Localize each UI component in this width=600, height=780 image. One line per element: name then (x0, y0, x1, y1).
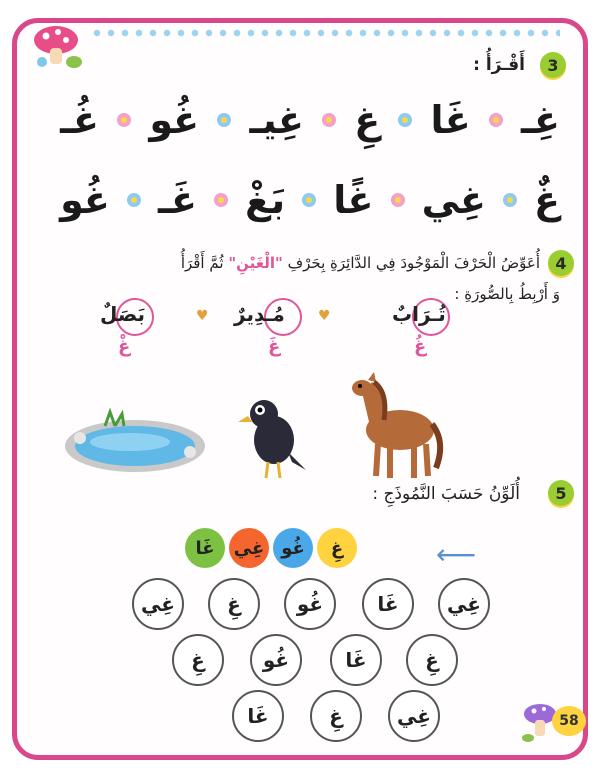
exercise-4-instruction-line2: وَ أَرْبِطُ بِالصُّورَةِ : (454, 285, 560, 303)
exercise-3-heading: أَقْـرَأُ : (473, 55, 525, 75)
word-text: تُـرَابٌ (392, 302, 446, 326)
model-circle-green: غَا (185, 528, 225, 568)
page-number: 58 (552, 706, 586, 736)
exercise-5-heading: أُلَوِّنُ حَسَبَ النَّمُوذَجِ : (372, 484, 520, 504)
syllable: غَـ (157, 178, 197, 222)
pond-image (60, 408, 210, 478)
coloring-circle[interactable]: غِ (406, 634, 458, 686)
dotted-border (90, 28, 560, 38)
syllable-row-2 (60, 178, 560, 222)
syllable: غُو (149, 98, 200, 142)
flower-icon (489, 113, 503, 127)
coloring-circle[interactable]: غُو (250, 634, 302, 686)
syllable: غِيـ (249, 98, 304, 142)
flower-icon (391, 193, 405, 207)
replacement-letter: غَ (268, 336, 281, 357)
replacement-letter: غُ (414, 336, 427, 357)
word-text: مُـدِيرٌ (234, 302, 285, 326)
model-circle-yellow: غِ (317, 528, 357, 568)
flower-icon (322, 113, 336, 127)
flower-icon (127, 193, 141, 207)
syllable: غُو (60, 178, 110, 222)
coloring-circle[interactable]: غِ (172, 634, 224, 686)
color-model (185, 528, 357, 568)
heart-icon: ♥ (196, 308, 209, 324)
coloring-circle[interactable]: غَا (232, 690, 284, 742)
syllable-row-1 (60, 98, 560, 142)
flower-icon (214, 193, 228, 207)
coloring-circle[interactable]: غِ (310, 690, 362, 742)
syllable: غٌ (534, 178, 560, 222)
word-basal (94, 298, 174, 368)
word-mudir (228, 298, 308, 368)
arrow-left-icon: ⟵ (436, 538, 477, 571)
coloring-circle[interactable]: غِي (388, 690, 440, 742)
coloring-circle[interactable]: غَا (362, 578, 414, 630)
syllable: بَغْ (244, 178, 286, 222)
exercise-4-badge: 4 (548, 250, 574, 276)
heart-icon: ♥ (318, 308, 331, 324)
syllable: غُـ (60, 98, 100, 142)
syllable: غِ (354, 98, 381, 142)
word-text: بَصَلٌ (100, 302, 146, 326)
model-circle-orange: غِي (229, 528, 269, 568)
syllable: غَا (430, 98, 471, 142)
flower-icon (302, 193, 316, 207)
flower-icon (117, 113, 131, 127)
exercise-5-badge: 5 (548, 480, 574, 506)
mushroom-icon (28, 20, 90, 72)
syllable: غِـ (521, 98, 560, 142)
exercise-3-badge: 3 (540, 52, 566, 78)
flower-icon (217, 113, 231, 127)
coloring-circle[interactable]: غِي (132, 578, 184, 630)
coloring-circle[interactable]: غِي (438, 578, 490, 630)
syllable: غًا (333, 178, 374, 222)
crow-image (238, 392, 308, 482)
horse-image (348, 372, 448, 482)
syllable: غِي (421, 178, 486, 222)
flower-icon (398, 113, 412, 127)
exercise-4-instruction: أُعَوِّضُ الْحَرْفَ الْمَوْجُودَ فِي الدَّائِرَةِ بِحَرْفِ "الْغَيْنِ" ثُمَّ أَقْرَأُ (180, 254, 540, 272)
coloring-circle[interactable]: غِ (208, 578, 260, 630)
model-circle-blue: غُو (273, 528, 313, 568)
coloring-circle[interactable]: غُو (284, 578, 336, 630)
replacement-letter: غْ (118, 336, 131, 357)
flower-icon (503, 193, 517, 207)
word-turab (392, 298, 462, 368)
coloring-circle[interactable]: غَا (330, 634, 382, 686)
